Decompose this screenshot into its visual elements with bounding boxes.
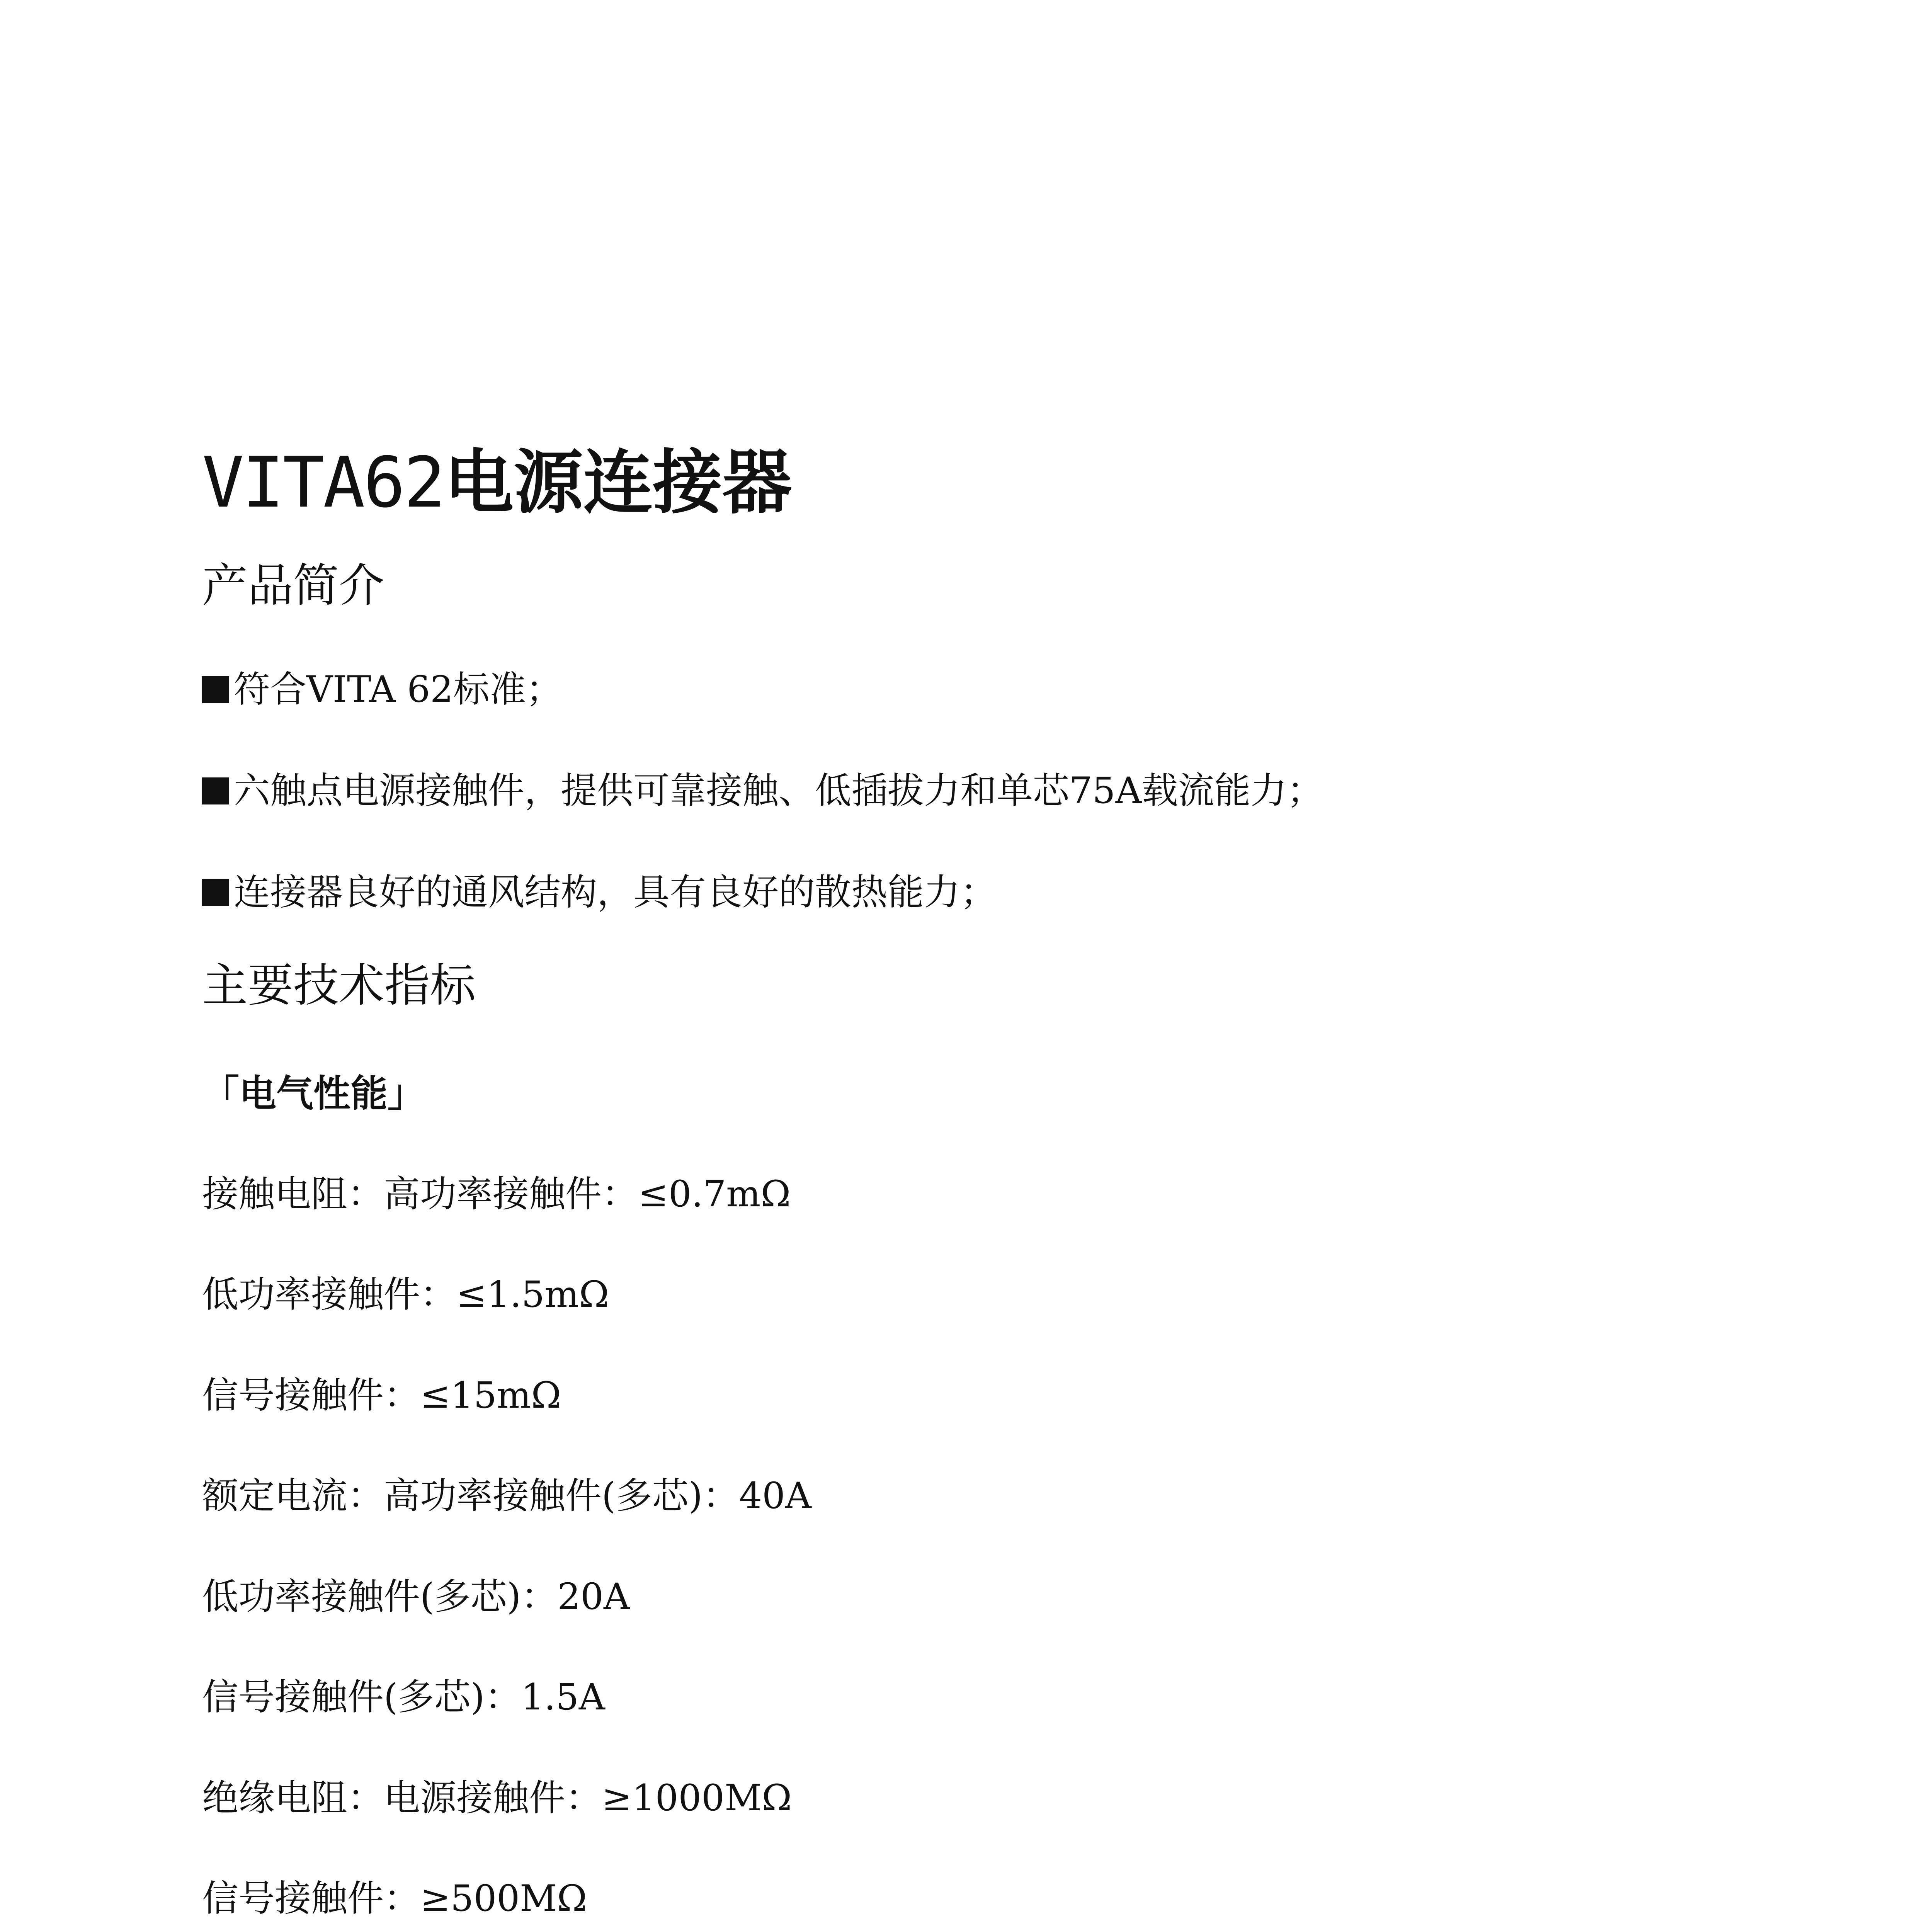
spec-line: 低功率接触件：≤1.5mΩ xyxy=(202,1274,609,1316)
title-model: VITA62 xyxy=(202,442,444,523)
subsection-label-electrical: 「电气性能」 xyxy=(202,1072,425,1115)
spec-line: 额定电流：高功率接触件(多芯)：40A xyxy=(202,1475,811,1517)
square-bullet-icon xyxy=(202,879,229,906)
intro-bullet xyxy=(202,866,997,920)
square-bullet-icon xyxy=(202,777,229,804)
section-heading-specs: 主要技术指标 xyxy=(202,959,476,1012)
spec-line: 信号接触件：≥500MΩ xyxy=(202,1878,587,1920)
intro-bullet-text: 符合VITA 62标准； xyxy=(234,668,562,711)
spec-line: 信号接触件(多芯)：1.5A xyxy=(202,1676,605,1718)
spec-line: 接触电阻：高功率接触件：≤0.7mΩ xyxy=(202,1173,791,1215)
spec-line: 信号接触件：≤15mΩ xyxy=(202,1374,561,1417)
intro-bullet xyxy=(202,764,1323,818)
intro-bullet-text: 六触点电源接触件，提供可靠接触、低插拔力和单芯75A载流能力； xyxy=(234,770,1323,812)
spec-line: 低功率接触件(多芯)：20A xyxy=(202,1576,630,1618)
document-title xyxy=(202,433,792,533)
spec-line: 绝缘电阻：电源接触件：≥1000MΩ xyxy=(202,1777,792,1819)
section-heading-intro: 产品简介 xyxy=(202,559,385,612)
square-bullet-icon xyxy=(202,676,229,703)
title-name: 电源连接器 xyxy=(444,442,792,523)
intro-bullet xyxy=(202,663,562,717)
intro-bullet-text: 连接器良好的通风结构，具有良好的散热能力； xyxy=(234,871,997,913)
